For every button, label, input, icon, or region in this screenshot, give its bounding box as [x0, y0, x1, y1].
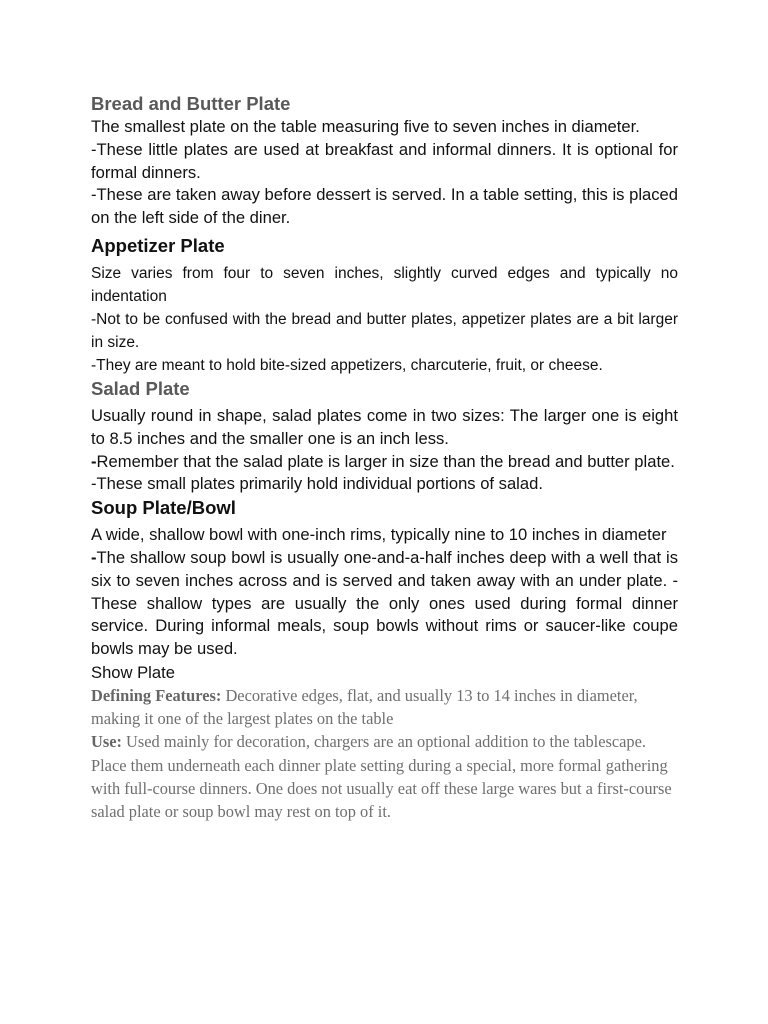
salad-plate-p3: -These small plates primarily hold individual portions of salad.	[91, 474, 543, 494]
salad-plate-p2	[91, 451, 678, 474]
show-plate-features	[91, 684, 678, 730]
salad-plate-p2-dash: -	[91, 451, 97, 471]
show-plate-features-text: Decorative edges, flat, and usually 13 to 14 inches in diameter, making it one of the largest plates on the table	[91, 685, 638, 729]
soup-plate-heading: Soup Plate/Bowl	[91, 497, 236, 519]
show-plate-use-label: Use:	[91, 732, 122, 752]
appetizer-plate-heading: Appetizer Plate	[91, 234, 225, 256]
show-plate-use-text: Used mainly for decoration, chargers are an optional addition to the tablescape. Place them underneath each dinner plate setting during a special, more formal gathering with full-course dinners. One does not usually eat off these large wares but a first-course salad plate or soup bowl may rest on top of it.	[91, 732, 672, 821]
show-plate-heading: Show Plate	[91, 662, 175, 682]
appetizer-plate-p3: -They are meant to hold bite-sized appetizers, charcuterie, fruit, or cheese.	[91, 356, 603, 374]
show-plate-features-label: Defining Features:	[91, 685, 222, 705]
show-plate-use	[91, 730, 678, 823]
appetizer-plate-p2: -Not to be confused with the bread and butter plates, appetizer plates are a bit larger in size.	[91, 310, 678, 351]
bread-plate-p1: The smallest plate on the table measuring five to seven inches in diameter.	[91, 117, 640, 136]
appetizer-plate-p1: Size varies from four to seven inches, slightly curved edges and typically no indentation	[91, 264, 678, 305]
document-page	[91, 92, 678, 823]
salad-plate-p2-text: Remember that the salad plate is larger in size than the bread and butter plate.	[96, 451, 675, 471]
salad-plate-heading: Salad Plate	[91, 377, 190, 399]
bread-plate-p3: -These are taken away before dessert is served. In a table setting, this is placed on the left side of the diner.	[91, 185, 678, 228]
soup-plate-p2-text: The shallow soup bowl is usually one-and-a-half inches deep with a well that is six to seven inches across and is served and taken away with an under plate. -These shallow types are usually the only ones used during formal dinner service. During informal meals, soup bowls without rims or saucer-like coupe bowls may be used.	[91, 547, 678, 659]
soup-plate-p2	[91, 547, 678, 661]
bread-plate-p2: -These little plates are used at breakfast and informal dinners. It is optional for formal dinners.	[91, 139, 678, 182]
soup-plate-p1: A wide, shallow bowl with one-inch rims, typically nine to 10 inches in diameter	[91, 525, 667, 545]
bread-plate-heading: Bread and Butter Plate	[91, 93, 291, 114]
soup-plate-p2-dash: -	[91, 547, 97, 567]
salad-plate-p1: Usually round in shape, salad plates come in two sizes: The larger one is eight to 8.5 inches and the smaller one is an inch less.	[91, 405, 678, 448]
